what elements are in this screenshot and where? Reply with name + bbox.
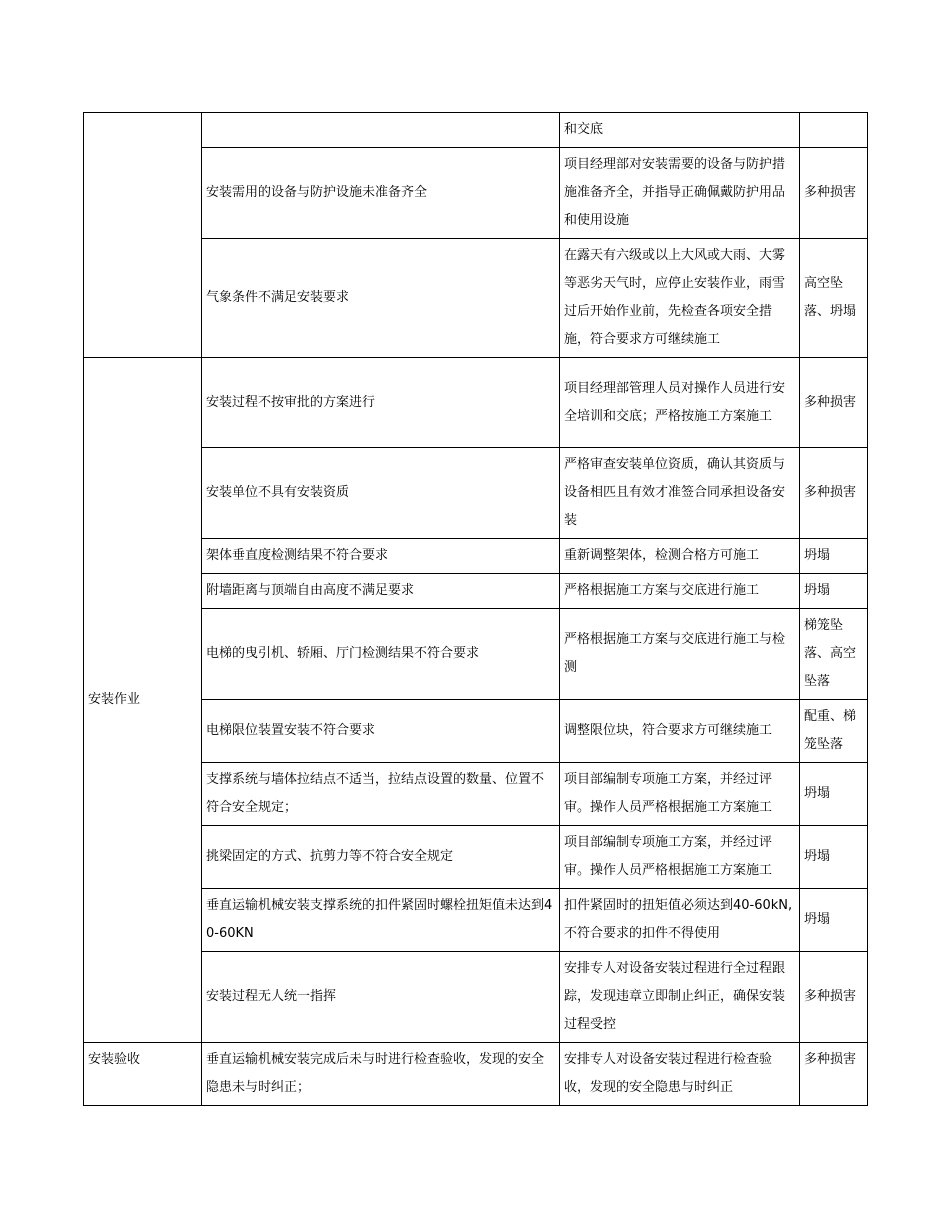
table-row — [84, 1043, 868, 1106]
hazard-cell: 安装过程无人统一指挥 — [202, 952, 560, 1043]
harm-cell: 高空坠落、坍塌 — [800, 239, 868, 358]
hazard-cell: 架体垂直度检测结果不符合要求 — [202, 539, 560, 574]
harm-cell: 坍塌 — [800, 763, 868, 826]
measure-cell: 严格根据施工方案与交底进行施工与检测 — [560, 609, 800, 700]
measure-cell: 项目经理部管理人员对操作人员进行安全培训和交底；严格按施工方案施工 — [560, 358, 800, 448]
harm-cell: 坍塌 — [800, 889, 868, 952]
measure-cell: 在露天有六级或以上大风或大雨、大雾等恶劣天气时，应停止安装作业，雨雪过后开始作业前，先检查各项安全措施，符合要求方可继续施工 — [560, 239, 800, 358]
stage-cell: 安装作业 — [84, 358, 202, 1043]
table-row — [84, 113, 868, 148]
harm-cell: 多种损害 — [800, 148, 868, 239]
harm-cell: 多种损害 — [800, 358, 868, 448]
harm-cell: 多种损害 — [800, 448, 868, 539]
hazard-cell: 附墙距离与顶端自由高度不满足要求 — [202, 574, 560, 609]
risk-table — [83, 112, 868, 1106]
hazard-cell: 电梯限位装置安装不符合要求 — [202, 700, 560, 763]
hazard-cell: 垂直运输机械安装完成后未与时进行检查验收，发现的安全隐患未与时纠正； — [202, 1043, 560, 1106]
harm-cell — [800, 113, 868, 148]
hazard-cell: 挑梁固定的方式、抗剪力等不符合安全规定 — [202, 826, 560, 889]
hazard-cell: 支撑系统与墙体拉结点不适当，拉结点设置的数量、位置不符合安全规定； — [202, 763, 560, 826]
hazard-cell: 安装单位不具有安装资质 — [202, 448, 560, 539]
measure-cell: 安排专人对设备安装过程进行全过程跟踪，发现违章立即制止纠正，确保安装过程受控 — [560, 952, 800, 1043]
measure-cell: 和交底 — [560, 113, 800, 148]
measure-cell: 调整限位块，符合要求方可继续施工 — [560, 700, 800, 763]
table-row — [84, 239, 868, 358]
table-row — [84, 358, 868, 448]
table-row — [84, 763, 868, 826]
measure-cell: 项目部编制专项施工方案，并经过评审。操作人员严格根据施工方案施工 — [560, 826, 800, 889]
harm-cell: 坍塌 — [800, 539, 868, 574]
hazard-cell: 电梯的曳引机、轿厢、厅门检测结果不符合要求 — [202, 609, 560, 700]
table-row — [84, 826, 868, 889]
hazard-cell: 安装过程不按审批的方案进行 — [202, 358, 560, 448]
stage-cell — [84, 113, 202, 358]
measure-cell: 严格审查安装单位资质，确认其资质与设备相匹且有效才准签合同承担设备安装 — [560, 448, 800, 539]
table-row — [84, 148, 868, 239]
measure-cell: 项目部编制专项施工方案，并经过评审。操作人员严格根据施工方案施工 — [560, 763, 800, 826]
harm-cell: 多种损害 — [800, 1043, 868, 1106]
table-row — [84, 889, 868, 952]
measure-cell: 扣件紧固时的扭矩值必须达到40-60kN,不符合要求的扣件不得使用 — [560, 889, 800, 952]
harm-cell: 梯笼坠落、高空坠落 — [800, 609, 868, 700]
harm-cell: 多种损害 — [800, 952, 868, 1043]
table-row — [84, 700, 868, 763]
measure-cell: 项目经理部对安装需要的设备与防护措施准备齐全，并指导正确佩戴防护用品和使用设施 — [560, 148, 800, 239]
measure-cell: 重新调整架体，检测合格方可施工 — [560, 539, 800, 574]
measure-cell: 安排专人对设备安装过程进行检查验收，发现的安全隐患与时纠正 — [560, 1043, 800, 1106]
harm-cell: 配重、梯笼坠落 — [800, 700, 868, 763]
hazard-cell: 安装需用的设备与防护设施未准备齐全 — [202, 148, 560, 239]
measure-cell: 严格根据施工方案与交底进行施工 — [560, 574, 800, 609]
hazard-cell — [202, 113, 560, 148]
harm-cell: 坍塌 — [800, 826, 868, 889]
table-row — [84, 609, 868, 700]
hazard-cell: 气象条件不满足安装要求 — [202, 239, 560, 358]
table-row — [84, 539, 868, 574]
table-row — [84, 952, 868, 1043]
stage-cell: 安装验收 — [84, 1043, 202, 1106]
table-row — [84, 574, 868, 609]
harm-cell: 坍塌 — [800, 574, 868, 609]
table-row — [84, 448, 868, 539]
hazard-cell: 垂直运输机械安装支撑系统的扣件紧固时螺栓扭矩值未达到40-60KN — [202, 889, 560, 952]
